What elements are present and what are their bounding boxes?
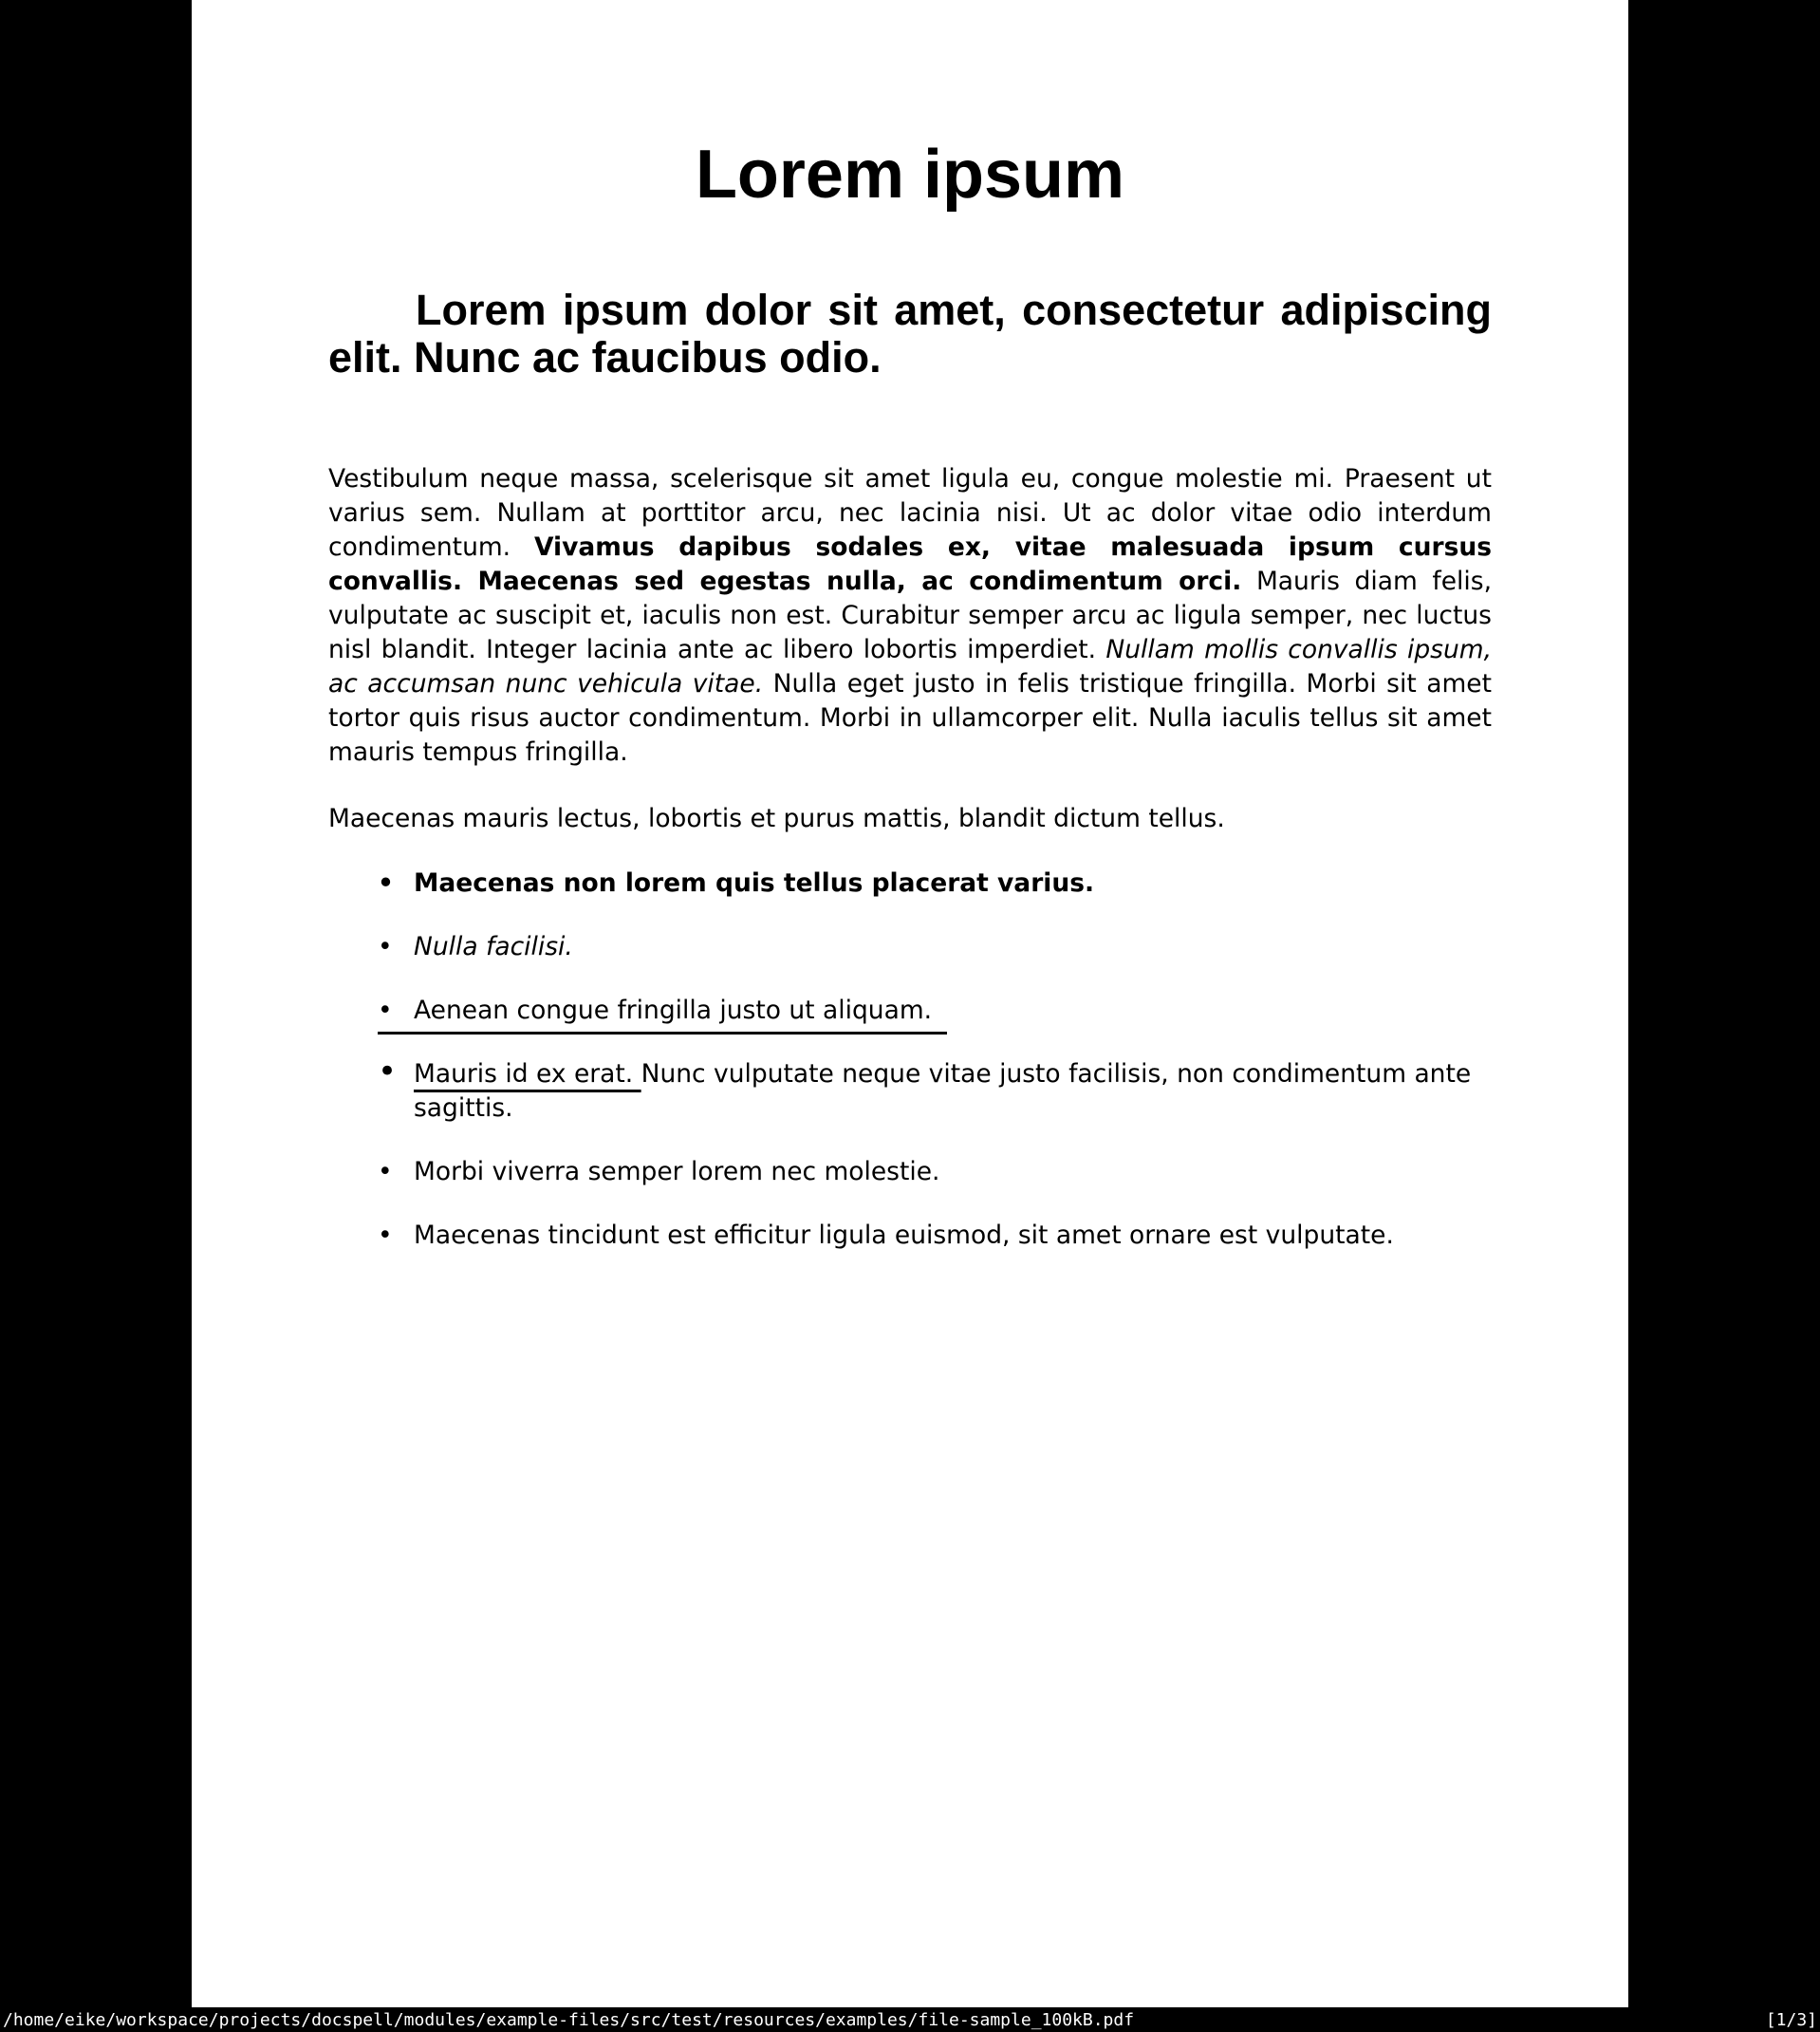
list-item xyxy=(328,1155,1492,1189)
bullet-icon: • xyxy=(378,932,393,961)
bullet-list xyxy=(328,867,1492,1282)
bullet-icon: • xyxy=(378,868,394,898)
list-item xyxy=(328,1219,1492,1253)
text-segment: vulputate ac suscipit et, iaculis non est. Curabitur semper arcu ac ligula semper, nec luctus xyxy=(328,601,1492,630)
text-segment-bold: Vivamus dapibus sodales ex, vitae malesuada ipsum cursus xyxy=(534,532,1492,562)
file-path: /home/eike/workspace/projects/docspell/modules/example-files/src/test/resources/examples/file-sample_100kB.pdf xyxy=(3,2009,1135,2030)
list-item-text-underlined: Mauris id ex erat. xyxy=(414,1059,641,1089)
list-item-text: Maecenas tincidunt est efficitur ligula euismod, sit amet ornare est vulputate. xyxy=(414,1221,1394,1250)
body-paragraph xyxy=(328,462,1492,770)
list-item xyxy=(328,930,1492,964)
bullet-icon: • xyxy=(378,1221,393,1250)
list-item-text: Nunc vulputate neque vitae justo facilisis, non condimentum ante sagittis. xyxy=(414,1059,1472,1123)
bullet-icon: • xyxy=(378,1053,398,1091)
text-segment: mauris tempus fringilla. xyxy=(328,737,628,767)
paragraph-line xyxy=(328,599,1492,633)
text-segment: tortor quis risus auctor condimentum. Morbi in ullamcorper elit. Nulla iaculis tellus sit amet xyxy=(328,703,1492,733)
list-item-text: Morbi viverra semper lorem nec molestie. xyxy=(414,1157,940,1186)
text-segment: nisl blandit. Integer lacinia ante ac libero lobortis imperdiet. xyxy=(328,635,1106,664)
status-bar xyxy=(0,2007,1820,2032)
text-segment-italic: Nullam mollis convallis ipsum, xyxy=(1105,635,1493,664)
page-indicator: [1/3] xyxy=(1765,2009,1817,2030)
paragraph-line xyxy=(328,633,1492,667)
paragraph-line xyxy=(328,736,1492,770)
paragraph-line xyxy=(328,701,1492,736)
heading-line: Lorem ipsum dolor sit amet, consectetur adipiscing xyxy=(416,286,1492,334)
list-item xyxy=(328,1053,1492,1126)
paragraph-line xyxy=(328,667,1492,701)
list-intro-line: Maecenas mauris lectus, lobortis et purus mattis, blandit dictum tellus. xyxy=(328,804,1225,833)
list-item-text: Maecenas non lorem quis tellus placerat varius. xyxy=(414,868,1095,898)
list-item-text: Aenean congue fringilla justo ut aliquam. xyxy=(378,994,947,1035)
document-title: Lorem ipsum xyxy=(695,137,1125,213)
text-segment-bold: convallis. Maecenas sed egestas nulla, ac condimentum orci. xyxy=(328,567,1242,596)
text-segment: varius sem. Nullam at porttitor arcu, nec lacinia nisi. Ut ac dolor vitae odio interdum xyxy=(328,498,1492,528)
paragraph-line xyxy=(328,565,1492,599)
list-item xyxy=(328,994,1492,1035)
text-segment: condimentum. xyxy=(328,532,535,562)
list-item-text: Nulla facilisi. xyxy=(414,932,573,961)
paragraph-line xyxy=(328,531,1492,565)
document-heading xyxy=(328,287,1492,382)
document-page[interactable] xyxy=(192,0,1628,2007)
heading-line: elit. Nunc ac faucibus odio. xyxy=(328,333,882,382)
text-segment-italic: ac accumsan nunc vehicula vitae. xyxy=(328,669,764,699)
bullet-icon: • xyxy=(378,996,393,1025)
text-segment: Mauris diam felis, xyxy=(1241,567,1493,596)
text-segment: Vestibulum neque massa, scelerisque sit amet ligula eu, congue molestie mi. Praesent ut xyxy=(328,464,1492,494)
text-segment: Nulla eget justo in felis tristique fringilla. Morbi sit amet xyxy=(763,669,1492,699)
list-item xyxy=(328,867,1492,901)
bullet-icon: • xyxy=(378,1157,393,1186)
paragraph-line xyxy=(328,462,1492,496)
paragraph-line xyxy=(328,496,1492,531)
